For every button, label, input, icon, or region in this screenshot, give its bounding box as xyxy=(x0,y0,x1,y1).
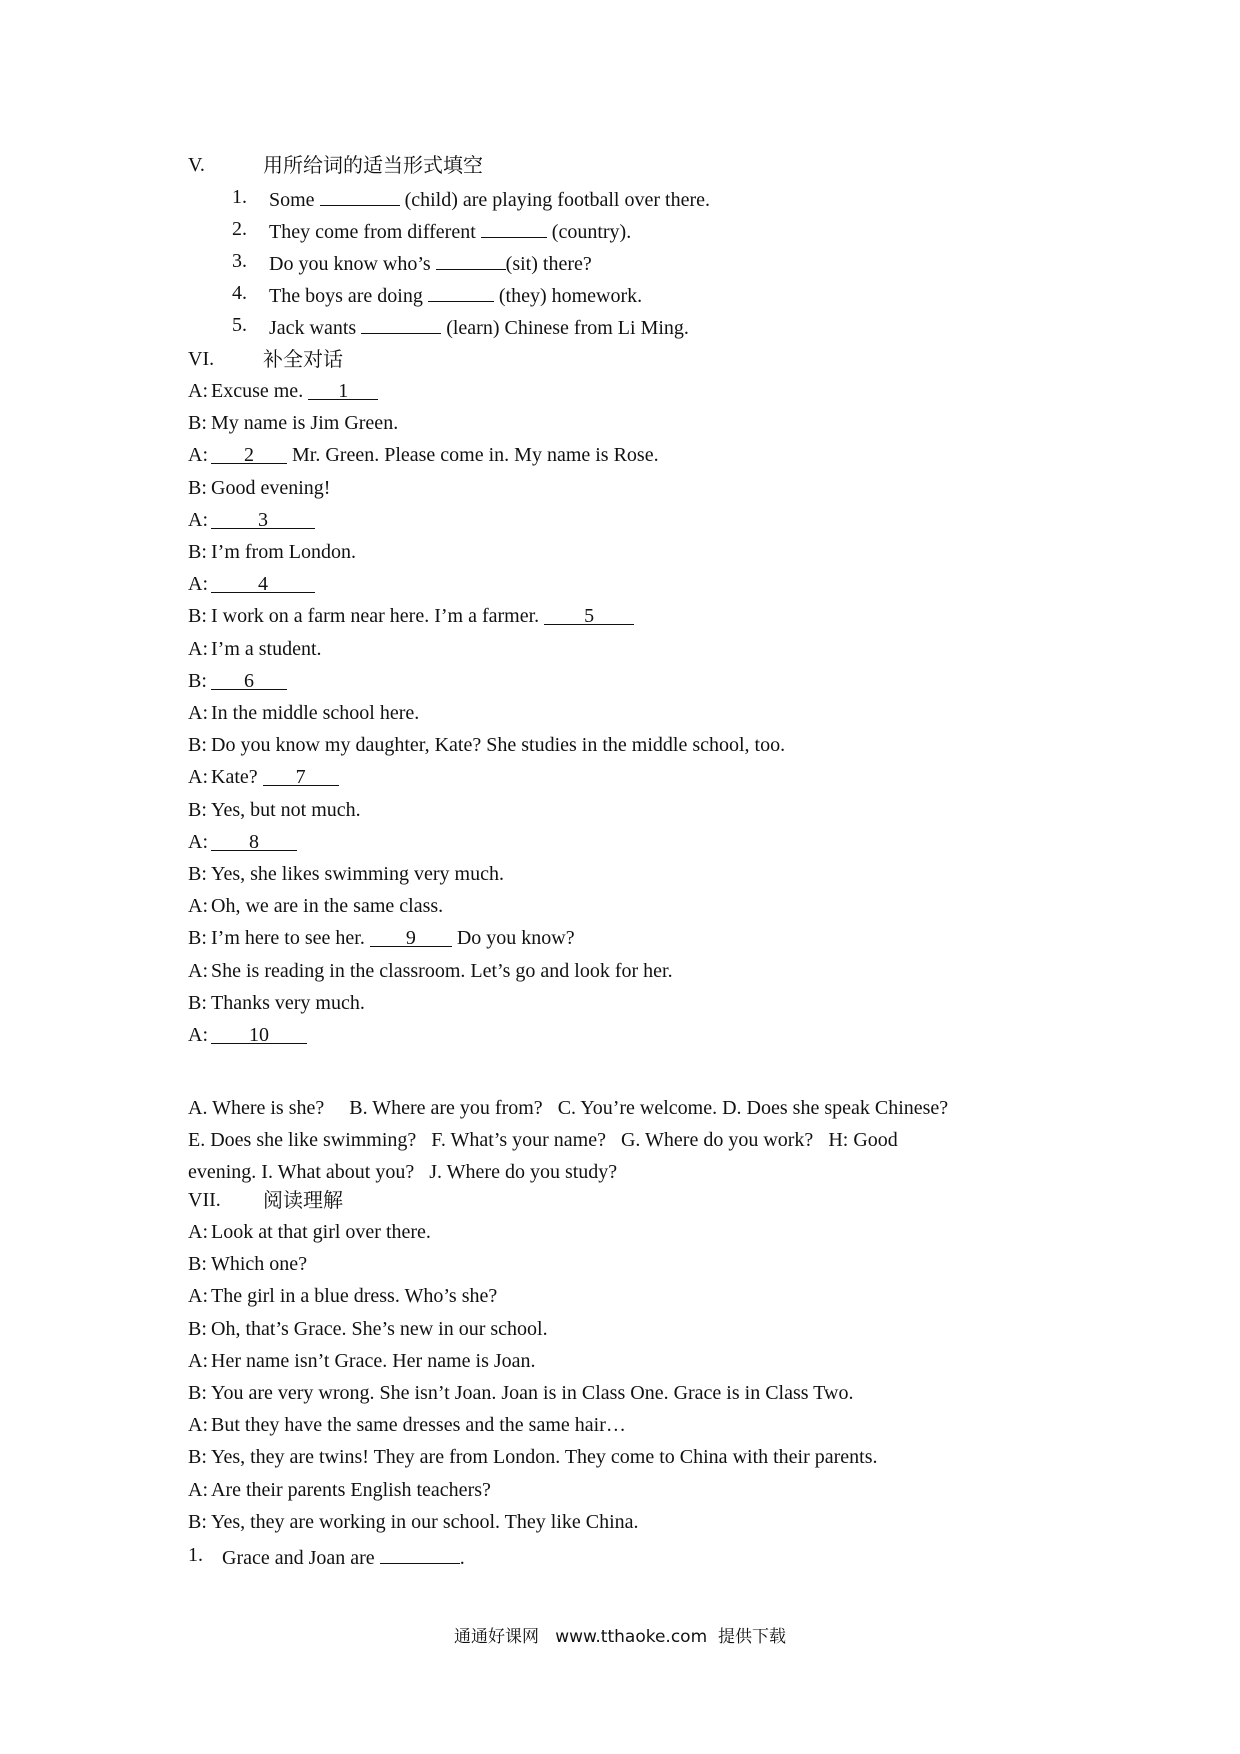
item-number: 2. xyxy=(232,218,247,240)
dialogue-blank-4[interactable]: 4 xyxy=(211,570,315,593)
reading-text: But they have the same dresses and the same hair… xyxy=(211,1414,626,1436)
dialogue-text: I’m from London. xyxy=(211,541,356,563)
item-number: 1. xyxy=(232,186,247,208)
section-title: 用所给词的适当形式填空 xyxy=(263,153,483,177)
dialogue-text: In the middle school here. xyxy=(211,702,420,724)
dialogue-text: Yes, but not much. xyxy=(211,799,361,821)
dialogue-text: Excuse me. 1 xyxy=(211,377,378,405)
dialogue-text: Thanks very much. xyxy=(211,992,365,1014)
item-text: The boys are doing (they) homework. xyxy=(269,279,642,310)
speaker-label: A: xyxy=(188,1024,208,1046)
speaker-label: B: xyxy=(188,927,207,949)
answer-blank[interactable] xyxy=(361,311,441,334)
speaker-label: B: xyxy=(188,1318,207,1340)
answer-blank[interactable] xyxy=(380,1541,460,1564)
item-number: 5. xyxy=(232,314,247,336)
speaker-label: B: xyxy=(188,734,207,756)
dialogue-text xyxy=(211,570,315,598)
options-line: E. Does she like swimming? F. What’s your name? G. Where do you work? H: Good xyxy=(188,1129,898,1151)
dialogue-text: Good evening! xyxy=(211,477,331,499)
speaker-label: B: xyxy=(188,1446,207,1468)
dialogue-text: I’m here to see her. 9 Do you know? xyxy=(211,924,575,952)
dialogue-text xyxy=(211,667,287,695)
reading-text: Look at that girl over there. xyxy=(211,1221,431,1243)
speaker-label: B: xyxy=(188,605,207,627)
dialogue-text xyxy=(211,506,315,534)
options-block xyxy=(188,1092,1054,1188)
reading-text: Her name isn’t Grace. Her name is Joan. xyxy=(211,1350,536,1372)
speaker-label: A: xyxy=(188,766,208,788)
reading-text: Yes, they are working in our school. They like China. xyxy=(211,1511,639,1533)
reading-text: The girl in a blue dress. Who’s she? xyxy=(211,1285,498,1307)
dialogue-blank-2[interactable]: 2 xyxy=(211,441,287,464)
section-title: 阅读理解 xyxy=(263,1188,343,1212)
dialogue-text: Oh, we are in the same class. xyxy=(211,895,444,917)
speaker-label: B: xyxy=(188,670,207,692)
answer-blank[interactable] xyxy=(481,215,547,238)
speaker-label: A: xyxy=(188,1285,208,1307)
section-number: VII. xyxy=(188,1189,221,1211)
item-text: Jack wants (learn) Chinese from Li Ming. xyxy=(269,311,689,342)
speaker-label: B: xyxy=(188,799,207,821)
speaker-label: A: xyxy=(188,895,208,917)
reading-text: You are very wrong. She isn’t Joan. Joan is in Class One. Grace is in Class Two. xyxy=(211,1382,854,1404)
dialogue-blank-3[interactable]: 3 xyxy=(211,506,315,529)
section-title: 补全对话 xyxy=(263,347,343,371)
dialogue-text: She is reading in the classroom. Let’s go and look for her. xyxy=(211,960,673,982)
speaker-label: A: xyxy=(188,509,208,531)
reading-text: Oh, that’s Grace. She’s new in our school. xyxy=(211,1318,548,1340)
dialogue-text: Yes, she likes swimming very much. xyxy=(211,863,504,885)
speaker-label: A: xyxy=(188,1350,208,1372)
speaker-label: B: xyxy=(188,1382,207,1404)
speaker-label: A: xyxy=(188,638,208,660)
item-text: They come from different (country). xyxy=(269,215,631,246)
reading-text: Are their parents English teachers? xyxy=(211,1479,491,1501)
dialogue-blank-7[interactable]: 7 xyxy=(263,763,339,786)
dialogue-text xyxy=(211,828,297,856)
speaker-label: A: xyxy=(188,1479,208,1501)
options-line: evening. I. What about you? J. Where do you study? xyxy=(188,1161,618,1183)
dialogue-text: My name is Jim Green. xyxy=(211,412,399,434)
answer-blank[interactable] xyxy=(320,183,400,206)
speaker-label: A: xyxy=(188,702,208,724)
page-footer: 通通好课网 www.tthaoke.com 提供下载 xyxy=(454,1627,786,1647)
dialogue-text: I work on a farm near here. I’m a farmer. 5 xyxy=(211,602,634,630)
reading-text: Yes, they are twins! They are from London. They come to China with their parents. xyxy=(211,1446,878,1468)
speaker-label: A: xyxy=(188,960,208,982)
section-number: V. xyxy=(188,154,205,176)
question-text: Grace and Joan are . xyxy=(222,1541,465,1572)
answer-blank[interactable] xyxy=(428,279,494,302)
speaker-label: B: xyxy=(188,541,207,563)
dialogue-blank-10[interactable]: 10 xyxy=(211,1021,307,1044)
speaker-label: A: xyxy=(188,1221,208,1243)
answer-blank[interactable] xyxy=(436,247,506,270)
speaker-label: A: xyxy=(188,444,208,466)
item-text: Some (child) are playing football over there. xyxy=(269,183,710,214)
dialogue-text xyxy=(211,1021,307,1049)
speaker-label: A: xyxy=(188,831,208,853)
speaker-label: B: xyxy=(188,992,207,1014)
speaker-label: A: xyxy=(188,1414,208,1436)
item-text: Do you know who’s (sit) there? xyxy=(269,247,592,278)
speaker-label: A: xyxy=(188,380,208,402)
dialogue-text: 2 Mr. Green. Please come in. My name is Rose. xyxy=(211,441,659,469)
dialogue-blank-1[interactable]: 1 xyxy=(308,377,378,400)
item-number: 3. xyxy=(232,250,247,272)
dialogue-blank-5[interactable]: 5 xyxy=(544,602,634,625)
dialogue-blank-9[interactable]: 9 xyxy=(370,924,452,947)
section-number: VI. xyxy=(188,348,215,370)
speaker-label: B: xyxy=(188,412,207,434)
dialogue-text: I’m a student. xyxy=(211,638,322,660)
speaker-label: A: xyxy=(188,573,208,595)
question-number: 1. xyxy=(188,1544,203,1566)
speaker-label: B: xyxy=(188,1511,207,1533)
options-line: A. Where is she? B. Where are you from? C. You’re welcome. D. Does she speak Chinese? xyxy=(188,1097,949,1119)
reading-text: Which one? xyxy=(211,1253,308,1275)
speaker-label: B: xyxy=(188,1253,207,1275)
item-number: 4. xyxy=(232,282,247,304)
speaker-label: B: xyxy=(188,863,207,885)
dialogue-blank-6[interactable]: 6 xyxy=(211,667,287,690)
dialogue-blank-8[interactable]: 8 xyxy=(211,828,297,851)
speaker-label: B: xyxy=(188,477,207,499)
dialogue-text: Do you know my daughter, Kate? She studies in the middle school, too. xyxy=(211,734,786,756)
dialogue-text: Kate? 7 xyxy=(211,763,339,791)
